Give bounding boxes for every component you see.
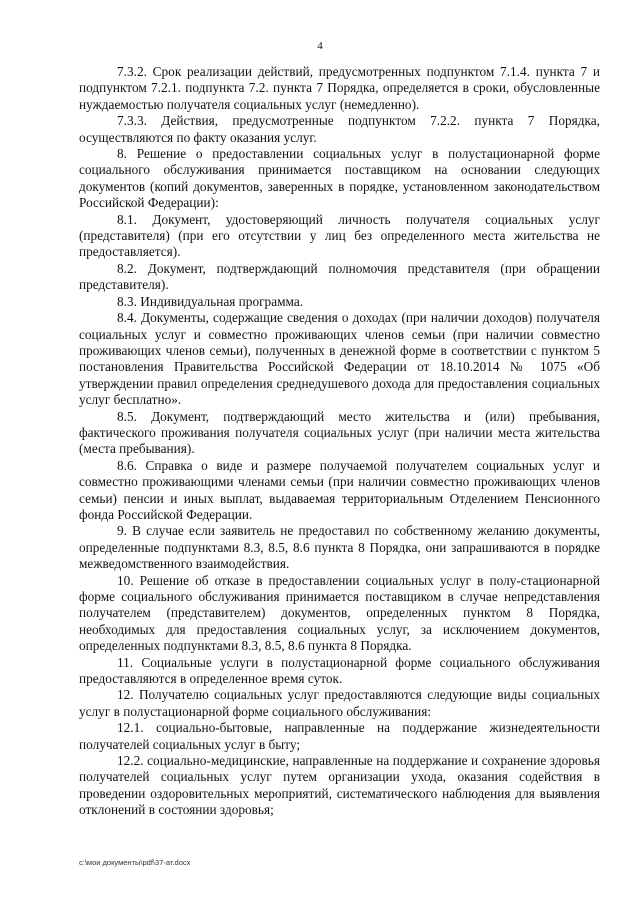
paragraph-11: 11. Социальные услуги в полустационарной форме социального обслуживания предоставляются в определенное время суток. bbox=[79, 654, 600, 687]
page-number: 4 bbox=[317, 40, 323, 52]
paragraph-8-5: 8.5. Документ, подтверждающий место жительства и (или) пребывания, фактического проживания получателя социальных услуг (при наличии места жительства (места пребывания). bbox=[79, 408, 600, 457]
paragraph-12: 12. Получателю социальных услуг предоставляются следующие виды социальных услуг в полустационарной форме социального обслуживания: bbox=[79, 687, 600, 719]
paragraph-12-2: 12.2. социально-медицинские, направленные на поддержание и сохранение здоровья получателей социальных услуг путем организации ухода, оказания содействия в проведении оздоровительных мероприятий, систематического наблюдения для выявления отклонений в состоянии здоровья; bbox=[79, 753, 600, 818]
paragraph-7-3-3: 7.3.3. Действия, предусмотренные подпунктом 7.2.2. пункта 7 Порядка, осуществляются по факту оказания услуг. bbox=[79, 113, 600, 145]
paragraph-10: 10. Решение об отказе в предоставлении социальных услуг в полу-стационарной форме социального обслуживания принимается поставщиком в случае непредставления получателем (представителем) документов, определенных пунктом 8 Порядка, необходимых для предоставления социальных услуг, за исключением документов, определенных подпунктами 8.3, 8.5, 8.6 пункта 8 Порядка. bbox=[79, 572, 600, 654]
document-body bbox=[79, 64, 600, 819]
paragraph-8: 8. Решение о предоставлении социальных услуг в полустационарной форме социального обслуживания принимается поставщиком на основании следующих документов (копий документов, заверенных в порядке, установленном законодательством Российской Федерации): bbox=[79, 146, 600, 211]
paragraph-8-1: 8.1. Документ, удостоверяющий личность получателя социальных услуг (представителя) (при его отсутствии у лиц без определенного места жительства не предоставляется). bbox=[79, 211, 600, 260]
paragraph-8-4: 8.4. Документы, содержащие сведения о доходах (при наличии доходов) получателя социальных услуг и совместно проживающих членов семьи (при наличии совместно проживающих членов семьи), полученных в денежной форме в соответствии с пунктом 5 постановления Правительства Российской Федерации от 18.10.2014 № 1075 «Об утверждении правил определения среднедушевого дохода для предоставления социальных услуг бесплатно». bbox=[79, 310, 600, 408]
paragraph-7-3-2: 7.3.2. Срок реализации действий, предусмотренных подпунктом 7.1.4. пункта 7 и подпунктом 7.2.1. подпункта 7.2. пункта 7 Порядка, определяется в сроки, обусловленные нуждаемостью получателя социальных услуг (немедленно). bbox=[79, 64, 600, 112]
paragraph-8-6: 8.6. Справка о виде и размере получаемой получателем социальных услуг и совместно проживающими членами семьи (при наличии совместно проживающих членов семьи) пенсии и иных выплат, выдаваемая территориальным Отделением Пенсионного фонда Российской Федерации. bbox=[79, 457, 600, 522]
paragraph-9: 9. В случае если заявитель не предоставил по собственному желанию документы, определенные подпунктами 8.3, 8.5, 8.6 пункта 8 Порядка, они запрашиваются в порядке межведомственного взаимодействия. bbox=[79, 523, 600, 572]
paragraph-8-2: 8.2. Документ, подтверждающий полномочия представителя (при обращении представителя). bbox=[79, 260, 600, 293]
paragraph-12-1: 12.1. социально-бытовые, направленные на поддержание жизнедеятельности получателей социальных услуг в быту; bbox=[79, 720, 600, 752]
paragraph-8-3: 8.3. Индивидуальная программа. bbox=[117, 293, 304, 309]
footer-file-path: c:\мои документы\pdf\37-ат.docx bbox=[79, 858, 191, 867]
